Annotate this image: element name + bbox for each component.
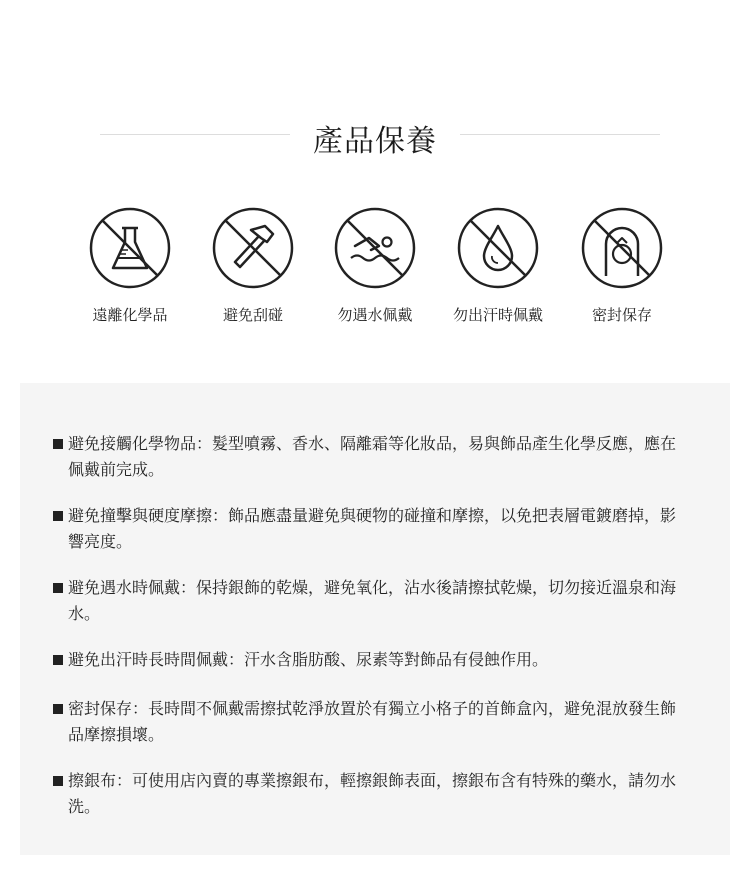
care-text: 避免接觸化學物品：髮型噴霧、香水、隔離霜等化妝品，易與飾品產生化學反應，應在佩戴前完成。 [68, 434, 677, 479]
icon-label-chemicals: 遠離化學品 [92, 306, 168, 324]
care-instructions-panel [20, 383, 730, 855]
icon-label-storage: 密封保存 [591, 306, 652, 324]
care-item-impact [53, 503, 678, 555]
icon-item-storage [560, 206, 684, 325]
icon-label-sweat: 勿出汗時佩戴 [452, 306, 543, 324]
bullet-square [53, 583, 63, 593]
care-item-water [53, 575, 678, 627]
icon-item-chemicals [68, 206, 192, 325]
care-item-chemicals [53, 431, 678, 483]
ring-box-icon [580, 206, 664, 290]
icon-label-water: 勿遇水佩戴 [337, 306, 413, 324]
title-row [0, 112, 750, 159]
bullet-square [53, 511, 63, 521]
icon-item-water [313, 206, 437, 325]
title-divider-right [460, 134, 660, 135]
bullet-square [53, 439, 63, 449]
title-divider-left [100, 134, 290, 135]
care-text: 避免遇水時佩戴：保持銀飾的乾燥，避免氧化，沾水後請擦拭乾燥，切勿接近溫泉和海水。 [68, 578, 677, 623]
care-text: 避免撞擊與硬度摩擦：飾品應盡量避免與硬物的碰撞和摩擦，以免把表層電鍍磨掉，影響亮度。 [68, 506, 677, 551]
icon-label-impact: 避免刮碰 [222, 306, 283, 324]
care-item-sweat [53, 647, 678, 673]
swimming-icon [333, 206, 417, 290]
care-icons-row [0, 206, 750, 336]
care-text: 避免出汗時長時間佩戴：汗水含脂肪酸、尿素等對飾品有侵蝕作用。 [68, 650, 549, 669]
chemical-flask-icon [88, 206, 172, 290]
care-text: 擦銀布：可使用店內賣的專業擦銀布，輕擦銀飾表面，擦銀布含有特殊的藥水，請勿水洗。 [68, 771, 677, 816]
hammer-icon [211, 206, 295, 290]
page-title: 產品保養 [313, 124, 437, 159]
bullet-square [53, 776, 63, 786]
care-item-polishing-cloth [53, 768, 678, 820]
icon-item-sweat [436, 206, 560, 325]
water-drop-icon [456, 206, 540, 290]
care-item-storage [53, 696, 678, 748]
icon-item-impact [191, 206, 315, 325]
bullet-square [53, 655, 63, 665]
care-text: 密封保存：長時間不佩戴需擦拭乾淨放置於有獨立小格子的首飾盒內，避免混放發生飾品摩擦損壞。 [68, 699, 677, 744]
bullet-square [53, 704, 63, 714]
